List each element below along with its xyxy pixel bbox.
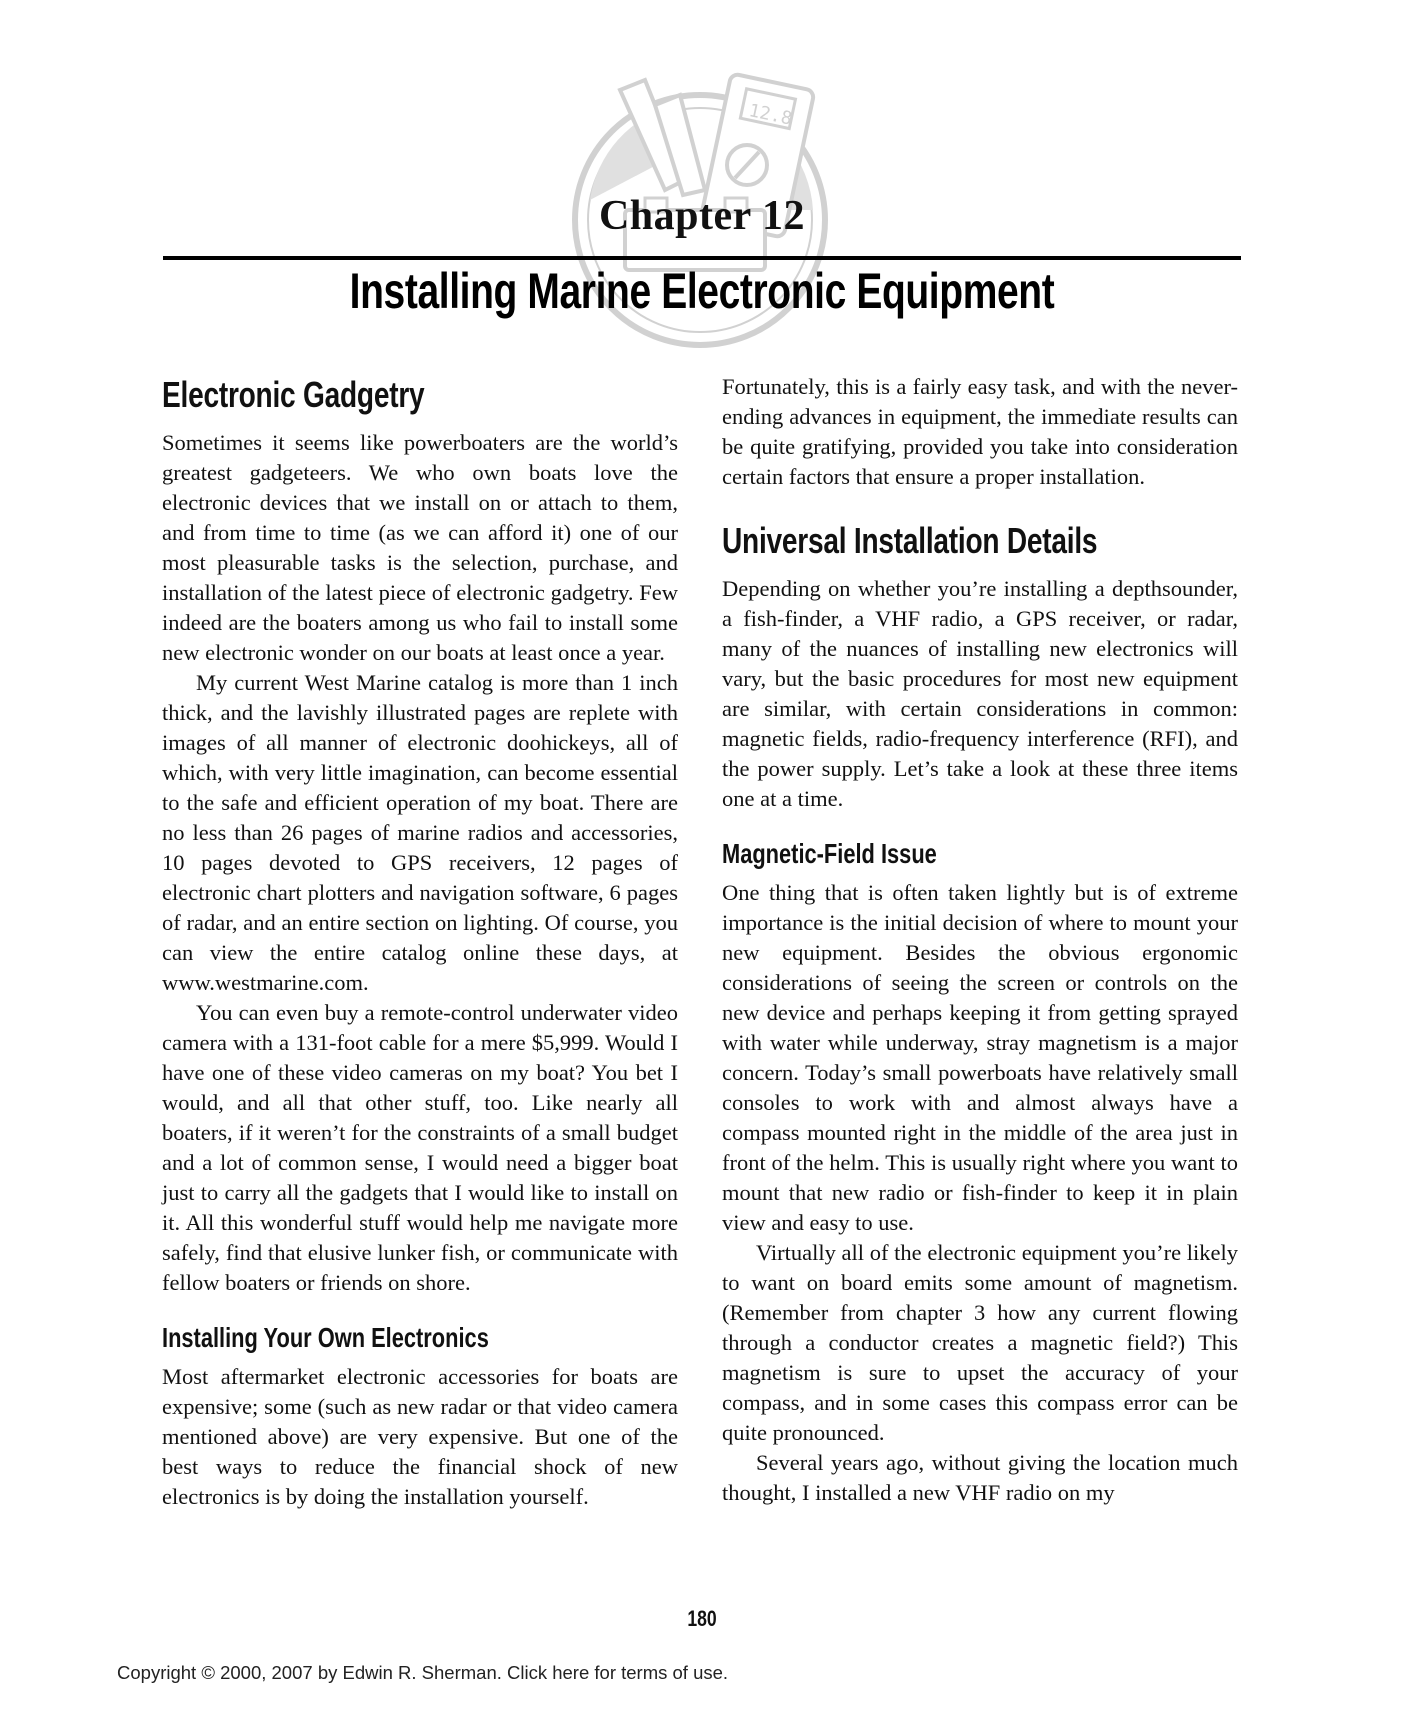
subsection-heading-installing-your-own: Installing Your Own Electronics — [162, 1322, 489, 1353]
chapter-label: Chapter 12 — [598, 193, 806, 239]
paragraph: Sometimes it seems like powerboaters are the world’s greatest gadgeteers. We who own boats love the electronic devices that we install on or attach to them, and from time to time (as we can afford it) one of our most pleasurable tasks is the selection, purchase, and installation of the latest piece of electronic gadgetry. Few indeed are the boaters among us who fail to install some new electronic wonder on our boats at least once a year. — [162, 430, 678, 665]
section-heading-electronic-gadgetry: Electronic Gadgetry — [162, 374, 425, 415]
chapter-title: Installing Marine Electronic Equipment — [349, 263, 1055, 319]
spacer — [722, 492, 1238, 518]
paragraph: You can even buy a remote-control underwater video camera with a 131-foot cable for a mere $5,999. Would I have one of these video cameras on my boat? You bet I would, and all that other stuff, too. Like nearly all boaters, if it weren’t for the constraints of a small budget and a lot of common sense, I would need a bigger boat just to carry all the gadgets that I would like to install on it. All this wonderful stuff would help me navigate more safely, find that elusive lunker fish, or communicate with fellow boaters or friends on shore. — [162, 1000, 678, 1295]
page-number: 180 — [687, 1606, 717, 1631]
paragraph: Most aftermarket electronic accessories for boats are expensive; some (such as new radar or that video camera mentioned above) are very expensive. But one of the best ways to reduce the financial shock of new electronics is by doing the installation yourself. — [162, 1364, 678, 1509]
paragraph: My current West Marine catalog is more than 1 inch thick, and the lavishly illustrated pages are replete with images of all manner of electronic doohickeys, all of which, with very little imagination, can become essential to the safe and efficient operation of my boat. There are no less than 26 pages of marine radios and accessories, 10 pages devoted to GPS receivers, 12 pages of electronic chart plotters and navigation software, 6 pages of radar, and an entire section on lighting. Of course, you can view the entire catalog online these days, at www.westmarine.com. — [162, 670, 678, 995]
spacer — [162, 1298, 678, 1320]
terms-of-use-link[interactable]: Copyright © 2000, 2007 by Edwin R. Sherman. Click here for terms of use. — [117, 1662, 729, 1683]
paragraph-continuation: Fortunately, this is a fairly easy task, and with the never-ending advances in equipment, the immediate results can be quite gratifying, provided you take into consideration certain factors that ensure a proper installation. — [722, 374, 1238, 489]
spacer — [722, 814, 1238, 836]
paragraph: Virtually all of the electronic equipment you’re likely to want on board emits some amount of magnetism. (Remember from chapter 3 how any current flowing through a conductor creates a magnetic field?) This magnetism is sure to upset the accuracy of your compass, and in some cases this compass error can be quite pronounced. — [722, 1240, 1238, 1445]
copyright-notice[interactable] — [117, 1662, 728, 1684]
svg-text:12.8: 12.8 — [746, 100, 794, 130]
chapter-rule-divider — [163, 256, 1241, 260]
subsection-heading-magnetic-field: Magnetic-Field Issue — [722, 838, 937, 869]
paragraph: Depending on whether you’re installing a depthsounder, a fish-finder, a VHF radio, a GPS receiver, or radar, many of the nuances of installing new electronics will vary, but the basic procedures for most new equipment are similar, with certain considerations in common: magnetic fields, radio-frequency interference (RFI), and the power supply. Let’s take a look at these three items one at a time. — [722, 576, 1238, 811]
paragraph: Several years ago, without giving the location much thought, I installed a new VHF radio on my — [722, 1450, 1238, 1505]
paragraph: One thing that is often taken lightly but is of extreme importance is the initial decision of where to mount your new equipment. Besides the obvious ergonomic considerations of seeing the screen or controls on the new device and perhaps keeping it from getting sprayed with water while underway, stray magnetism is a major concern. Today’s small powerboats have relatively small consoles to work with and almost always have a compass mounted right in the middle of the area just in front of the helm. This is usually right where you want to mount that new radio or fish-finder to keep it in plain view and easy to use. — [722, 880, 1238, 1235]
left-column — [162, 372, 678, 1512]
right-column — [722, 372, 1238, 1508]
section-heading-universal-installation: Universal Installation Details — [722, 520, 1098, 561]
